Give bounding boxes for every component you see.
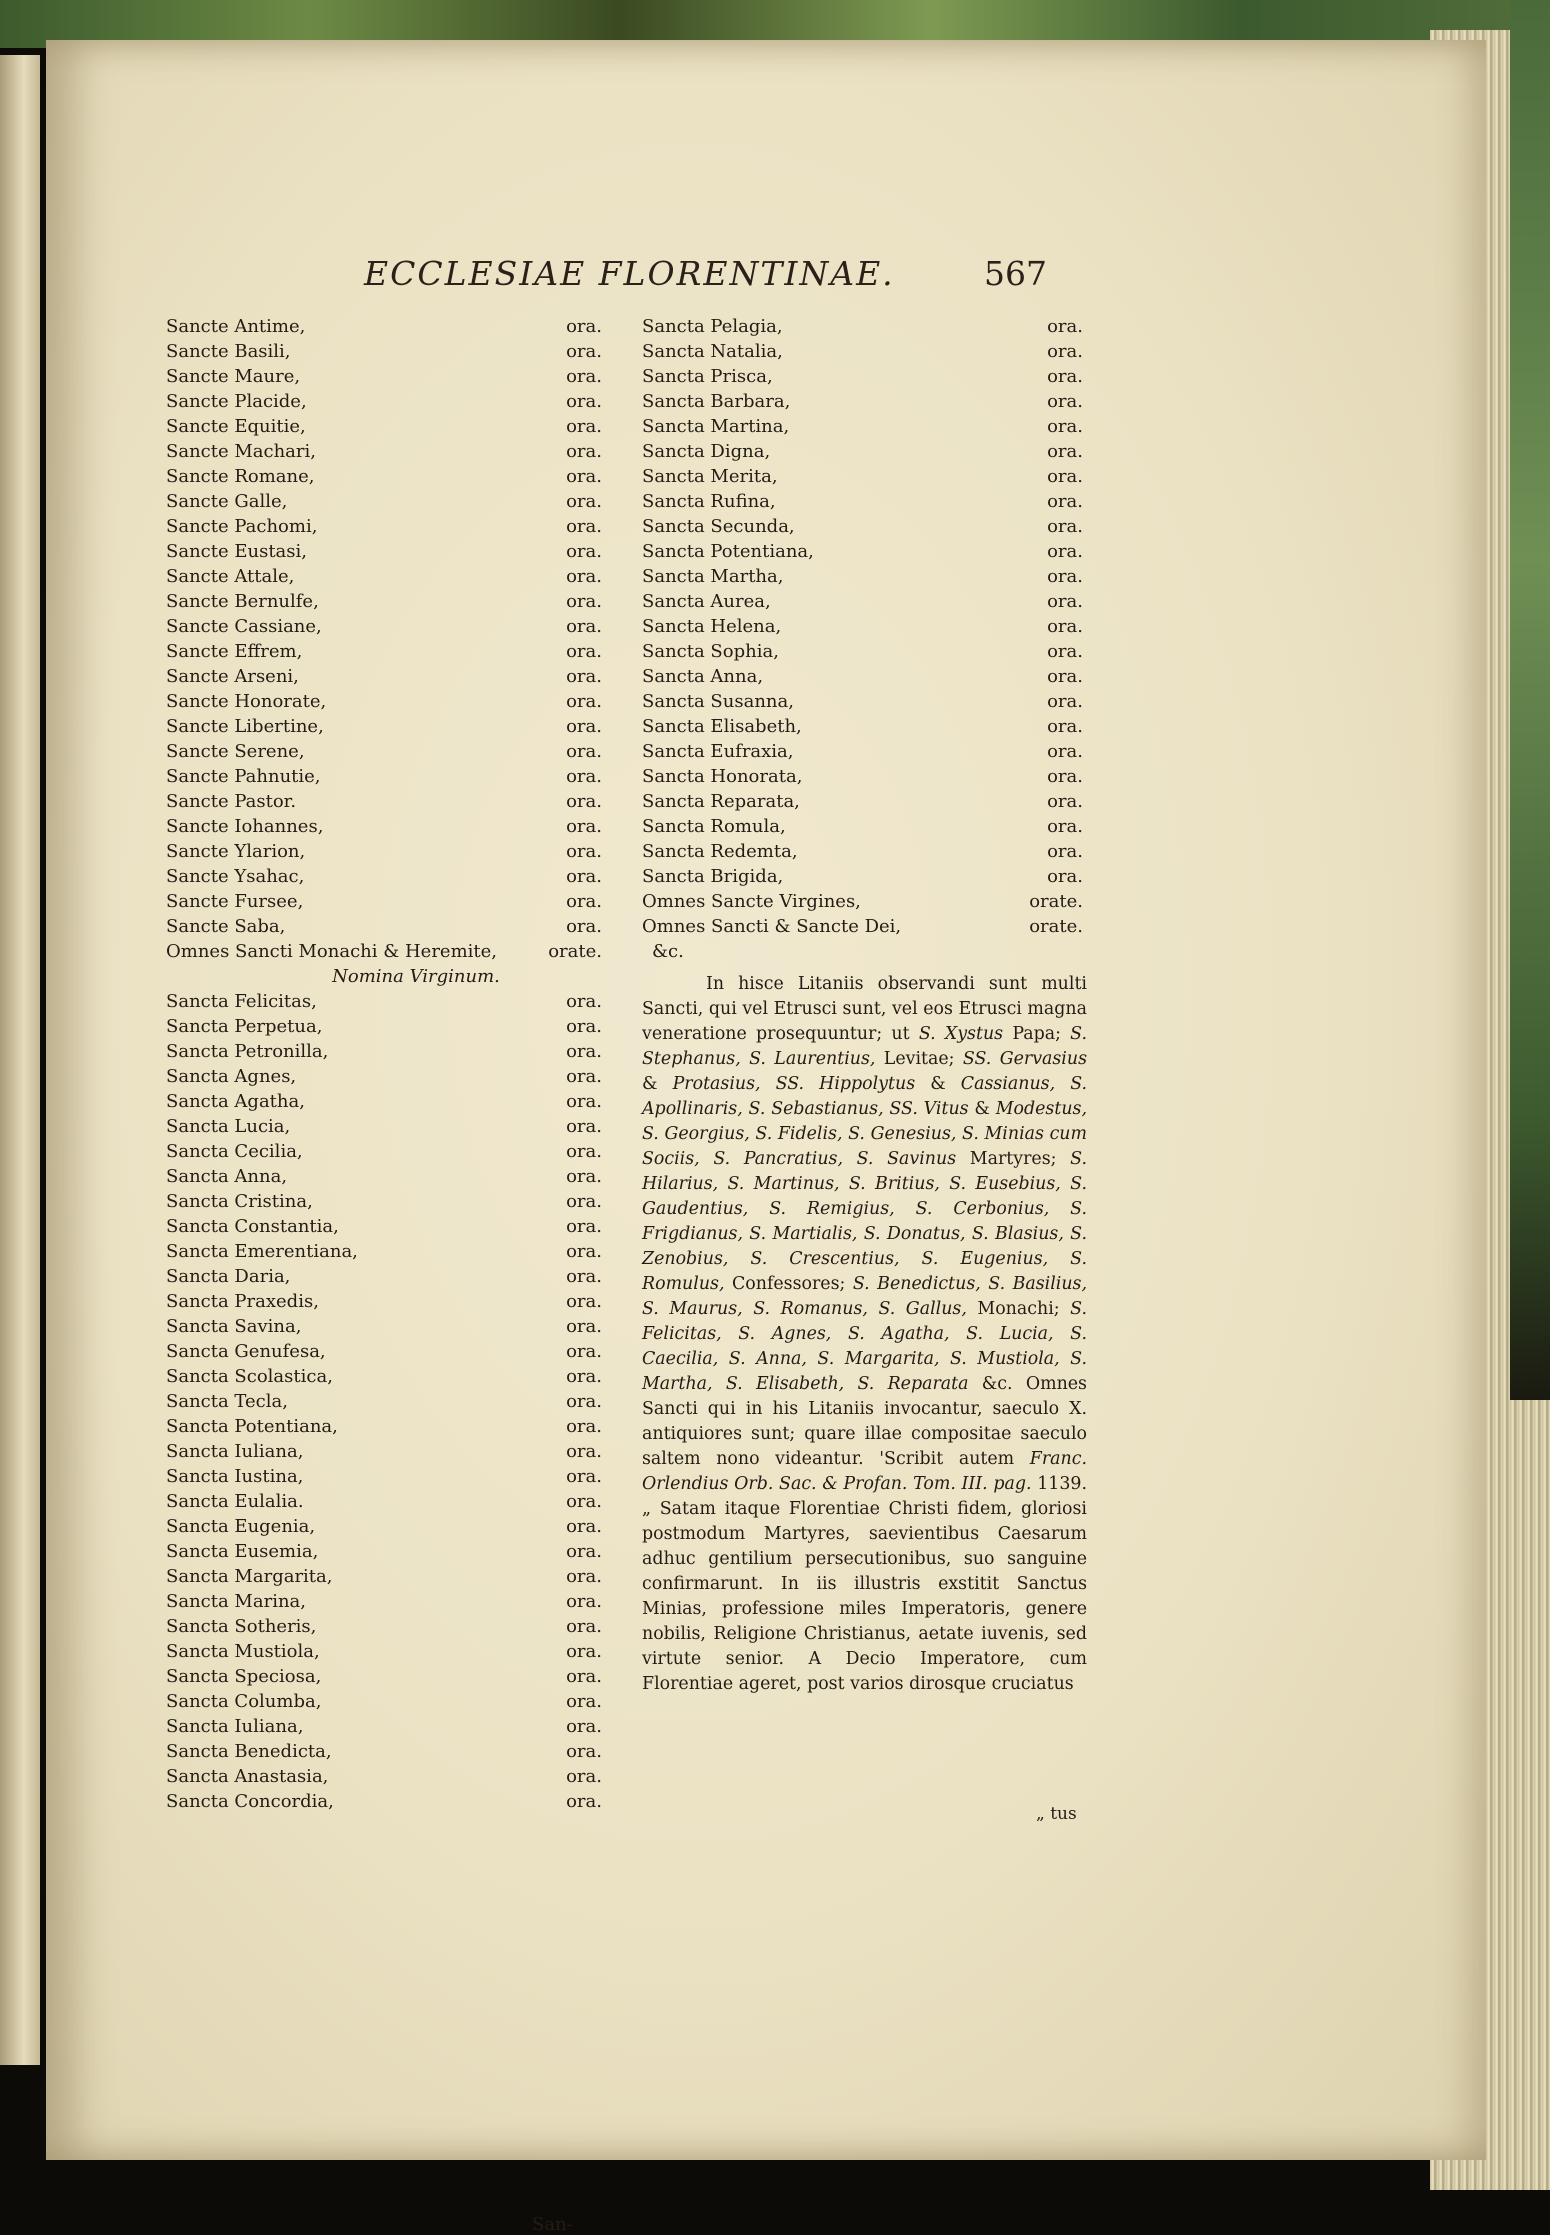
saint-names: Modestus, S. Georgius, S. Fidelis, S. Genesius, S. Minias cum Sociis, S. Pancratius, S. Savinus xyxy=(642,1099,1088,1169)
response: ora. xyxy=(566,591,602,612)
saint-invocation: Sancta Daria, xyxy=(166,1266,291,1287)
saint-invocation: Sancta Merita, xyxy=(642,466,778,487)
litany-row xyxy=(166,664,606,689)
response: orate. xyxy=(1029,916,1083,937)
saint-invocation: Sancta Savina, xyxy=(166,1316,302,1337)
saint-invocation: Sancta Tecla, xyxy=(166,1391,288,1412)
response: ora. xyxy=(566,1491,602,1512)
litany-row xyxy=(166,1214,606,1239)
response: ora. xyxy=(566,1291,602,1312)
litany-row xyxy=(166,639,606,664)
right-column xyxy=(642,314,1087,1697)
saint-invocation: Sancta Agnes, xyxy=(166,1066,297,1087)
litany-row xyxy=(166,989,606,1014)
response: ora. xyxy=(566,866,602,887)
litany-row xyxy=(642,589,1087,614)
litany-row xyxy=(166,1464,606,1489)
response: ora. xyxy=(1047,691,1083,712)
response: ora. xyxy=(1047,566,1083,587)
response: ora. xyxy=(566,991,602,1012)
litany-row xyxy=(642,364,1087,389)
litany-row xyxy=(166,1514,606,1539)
response: ora. xyxy=(1047,466,1083,487)
response: ora. xyxy=(566,366,602,387)
response: ora. xyxy=(566,1391,602,1412)
litany-row xyxy=(166,1364,606,1389)
litany-row xyxy=(166,1064,606,1089)
response: ora. xyxy=(1047,666,1083,687)
litany-row xyxy=(642,689,1087,714)
litany-row xyxy=(166,489,606,514)
response: ora. xyxy=(566,1466,602,1487)
response: ora. xyxy=(1047,541,1083,562)
commentary-text: & xyxy=(642,1074,658,1094)
response: ora. xyxy=(566,1441,602,1462)
response: ora. xyxy=(566,1741,602,1762)
saint-invocation: Sancta Natalia, xyxy=(642,341,783,362)
saint-invocation: Sancta Agatha, xyxy=(166,1091,305,1112)
catchword-right: „ tus xyxy=(1036,1804,1077,1824)
saint-invocation: Sancta Potentiana, xyxy=(166,1416,338,1437)
saint-invocation: Sancta Sotheris, xyxy=(166,1616,317,1637)
response: ora. xyxy=(566,716,602,737)
saint-names: S. Felicitas, S. Agnes, S. Agatha, S. Lucia, S. Caecilia, S. Anna, S. Margarita, S. Mustiola, S. Martha, S. Elisabeth, S. Reparata xyxy=(642,1299,1087,1394)
response: ora. xyxy=(566,1541,602,1562)
saint-invocation: Sancte Eustasi, xyxy=(166,541,307,562)
litany-row xyxy=(166,414,606,439)
commentary-text: Martyres; xyxy=(969,1149,1057,1169)
saint-invocation: Sancte Romane, xyxy=(166,466,315,487)
saint-invocation: Sancta Redemta, xyxy=(642,841,798,862)
commentary-text: Confessores; xyxy=(731,1274,846,1294)
saint-invocation: Sancta Martina, xyxy=(642,416,790,437)
saint-names: S. Xystus xyxy=(918,1024,1004,1044)
litany-row xyxy=(166,1539,606,1564)
response: ora. xyxy=(566,1016,602,1037)
saint-invocation: Sancte Saba, xyxy=(166,916,286,937)
commentary-text: Levitae; xyxy=(883,1049,955,1069)
litany-row xyxy=(166,1489,606,1514)
saint-invocation: Sancta Marina, xyxy=(166,1591,306,1612)
litany-row xyxy=(166,564,606,589)
litany-row xyxy=(166,464,606,489)
response: ora. xyxy=(566,1091,602,1112)
response: ora. xyxy=(566,1266,602,1287)
saint-invocation: Sancte Pahnutie, xyxy=(166,766,321,787)
response: ora. xyxy=(566,616,602,637)
saint-invocation: Sancte Placide, xyxy=(166,391,307,412)
litany-row xyxy=(642,664,1087,689)
saint-invocation: Sancta Constantia, xyxy=(166,1216,339,1237)
saint-invocation: Sancte Machari, xyxy=(166,441,316,462)
saint-invocation: Sancta Helena, xyxy=(642,616,782,637)
saint-invocation: Sancta Anna, xyxy=(166,1166,288,1187)
response: ora. xyxy=(1047,441,1083,462)
litany-row xyxy=(642,764,1087,789)
litany-row xyxy=(166,1139,606,1164)
litany-row xyxy=(166,1589,606,1614)
saint-invocation: Sancta Speciosa, xyxy=(166,1666,322,1687)
saint-invocation: Sancte Fursee, xyxy=(166,891,304,912)
saint-invocation: Sancta Elisabeth, xyxy=(642,716,802,737)
response: ora. xyxy=(566,1591,602,1612)
response: ora. xyxy=(1047,791,1083,812)
response: ora. xyxy=(566,1166,602,1187)
litany-row xyxy=(642,464,1087,489)
litany-list-monks xyxy=(166,314,606,964)
saint-invocation: Sancte Attale, xyxy=(166,566,295,587)
response: ora. xyxy=(566,841,602,862)
litany-row xyxy=(166,689,606,714)
saint-invocation: Sancte Galle, xyxy=(166,491,288,512)
litany-row xyxy=(642,439,1087,464)
litany-row xyxy=(642,514,1087,539)
commentary-text: 1139. „ Satam itaque Florentiae Christi fidem, gloriosi postmodum Martyres, saevientibus Caesarum adhuc gentilium persecutionibus, suo sanguine confirmarunt. In iis illustris exstitit Sanctus Minias, professione miles Imperatoris, genere nobilis, Religione Christianus, aetate iuvenis, sed virtute senior. A Decio Imperatore, cum Florentiae ageret, post varios dirosque cruciatus xyxy=(642,1474,1088,1694)
saint-invocation: Sancte Arseni, xyxy=(166,666,299,687)
response: ora. xyxy=(566,1716,602,1737)
litany-row xyxy=(166,1039,606,1064)
litany-row xyxy=(166,614,606,639)
litany-row xyxy=(166,1689,606,1714)
response: ora. xyxy=(566,1566,602,1587)
saint-invocation: Omnes Sancti Monachi & Heremite, xyxy=(166,941,498,962)
saint-invocation: Sancte Antime, xyxy=(166,316,306,337)
litany-row xyxy=(166,439,606,464)
saint-invocation: Sancta Potentiana, xyxy=(642,541,814,562)
litany-row xyxy=(166,839,606,864)
saint-invocation: Sancte Cassiane, xyxy=(166,616,322,637)
saint-invocation: Omnes Sancti & Sancte Dei, xyxy=(642,916,902,937)
response: ora. xyxy=(566,1241,602,1262)
response: ora. xyxy=(1047,766,1083,787)
response: ora. xyxy=(566,391,602,412)
litany-row xyxy=(166,1164,606,1189)
response: ora. xyxy=(1047,491,1083,512)
response: ora. xyxy=(566,1691,602,1712)
commentary-text: In hisce Litaniis observandi sunt multi Sancti, qui vel Etrusci sunt, vel eos Etrusci magna veneratione prosequuntur; ut xyxy=(642,974,1087,1044)
saint-invocation: Sancta Lucia, xyxy=(166,1116,291,1137)
saint-invocation: Sancte Pastor. xyxy=(166,791,297,812)
verso-page-strip xyxy=(0,55,40,2065)
response: ora. xyxy=(1047,716,1083,737)
left-column xyxy=(166,314,606,1814)
saint-invocation: Sancte Iohannes, xyxy=(166,816,324,837)
response: ora. xyxy=(1047,841,1083,862)
saint-invocation: Omnes Sancte Virgines, xyxy=(642,891,861,912)
saint-names: Cassianus, S. Apollinaris, S. Sebastianus, SS. Vitus xyxy=(642,1074,1088,1119)
response: ora. xyxy=(1047,816,1083,837)
saint-invocation: Sancta Concordia, xyxy=(166,1791,334,1812)
litany-row xyxy=(642,889,1087,914)
litany-row xyxy=(642,739,1087,764)
litany-row xyxy=(642,614,1087,639)
response: ora. xyxy=(566,916,602,937)
response: ora. xyxy=(566,1791,602,1812)
litany-row xyxy=(166,939,606,964)
response: ora. xyxy=(566,891,602,912)
litany-row xyxy=(166,1314,606,1339)
saint-names: Protasius, SS. Hippolytus xyxy=(672,1074,916,1094)
litany-row xyxy=(642,539,1087,564)
saint-invocation: Sancta Martha, xyxy=(642,566,784,587)
marbled-cover-edge xyxy=(1510,0,1550,1400)
litany-row xyxy=(166,1114,606,1139)
litany-row xyxy=(166,1664,606,1689)
litany-row xyxy=(166,1714,606,1739)
saint-invocation: Sancta Eulalia. xyxy=(166,1491,304,1512)
saint-invocation: Sancta Eugenia, xyxy=(166,1516,316,1537)
page-number: 567 xyxy=(984,254,1047,293)
litany-row xyxy=(166,1089,606,1114)
saint-invocation: Sancta Secunda, xyxy=(642,516,795,537)
litany-row xyxy=(166,1239,606,1264)
response: ora. xyxy=(1047,866,1083,887)
litany-row xyxy=(166,314,606,339)
litany-row xyxy=(642,339,1087,364)
litany-row xyxy=(166,739,606,764)
litany-row xyxy=(166,1739,606,1764)
commentary xyxy=(642,972,1087,1697)
litany-row xyxy=(166,1014,606,1039)
litany-row xyxy=(166,1189,606,1214)
response: ora. xyxy=(566,1191,602,1212)
saint-invocation: Sancta Perpetua, xyxy=(166,1016,323,1037)
saint-invocation: Sancta Petronilla, xyxy=(166,1041,329,1062)
response: ora. xyxy=(566,1416,602,1437)
commentary-text: & xyxy=(974,1099,990,1119)
saint-invocation: Sancta Columba, xyxy=(166,1691,322,1712)
response: orate. xyxy=(548,941,602,962)
etc-line: &c. xyxy=(652,941,684,962)
litany-row xyxy=(166,1614,606,1639)
response: ora. xyxy=(566,1666,602,1687)
saint-invocation: Sancta Eufraxia, xyxy=(642,741,794,762)
response: ora. xyxy=(1047,416,1083,437)
saint-invocation: Sancta Eusemia, xyxy=(166,1541,319,1562)
response: ora. xyxy=(1047,341,1083,362)
litany-row xyxy=(642,839,1087,864)
response: ora. xyxy=(566,1641,602,1662)
saint-invocation: Sancte Bernulfe, xyxy=(166,591,319,612)
saint-invocation: Sancta Genufesa, xyxy=(166,1341,326,1362)
response: ora. xyxy=(566,1616,602,1637)
saint-invocation: Sancta Anastasia, xyxy=(166,1766,329,1787)
response: ora. xyxy=(566,1216,602,1237)
saint-invocation: Sancte Serene, xyxy=(166,741,305,762)
saint-invocation: Sancta Barbara, xyxy=(642,391,791,412)
saint-invocation: Sancta Cristina, xyxy=(166,1191,313,1212)
response: ora. xyxy=(1047,741,1083,762)
litany-row xyxy=(642,864,1087,889)
saint-invocation: Sancta Iustina, xyxy=(166,1466,304,1487)
litany-row xyxy=(166,1264,606,1289)
saint-invocation: Sancta Brigida, xyxy=(642,866,784,887)
saint-invocation: Sancta Rufina, xyxy=(642,491,776,512)
saint-invocation: Sancta Scolastica, xyxy=(166,1366,333,1387)
response: ora. xyxy=(566,416,602,437)
response: ora. xyxy=(566,1516,602,1537)
response: ora. xyxy=(566,641,602,662)
response: ora. xyxy=(566,541,602,562)
litany-row xyxy=(166,889,606,914)
saint-invocation: Sancta Reparata, xyxy=(642,791,800,812)
saint-invocation: Sancta Sophia, xyxy=(642,641,779,662)
commentary-text: Monachi; xyxy=(977,1299,1060,1319)
saint-names: S. Benedictus, S. Basilius, S. Maurus, S. Romanus, S. Gallus, xyxy=(642,1274,1088,1319)
running-title: ECCLESIAE FLORENTINAE. xyxy=(364,254,895,293)
litany-row xyxy=(642,314,1087,339)
litany-row xyxy=(166,1439,606,1464)
litany-row xyxy=(642,714,1087,739)
saint-invocation: Sancta Anna, xyxy=(642,666,764,687)
saint-invocation: Sancte Ysahac, xyxy=(166,866,305,887)
litany-row xyxy=(642,639,1087,664)
response: ora. xyxy=(566,1341,602,1362)
litany-row xyxy=(166,764,606,789)
saint-invocation: Sancta Digna, xyxy=(642,441,771,462)
response: ora. xyxy=(566,491,602,512)
litany-row xyxy=(166,814,606,839)
saint-names: SS. Gervasius xyxy=(962,1049,1087,1069)
litany-row xyxy=(642,789,1087,814)
response: ora. xyxy=(566,1041,602,1062)
litany-row xyxy=(166,364,606,389)
commentary-text: & xyxy=(930,1074,946,1094)
litany-row xyxy=(166,1564,606,1589)
saint-invocation: Sancta Margarita, xyxy=(166,1566,333,1587)
saint-invocation: Sancte Ylarion, xyxy=(166,841,306,862)
saint-invocation: Sancta Cecilia, xyxy=(166,1141,303,1162)
response: ora. xyxy=(566,1366,602,1387)
response: ora. xyxy=(566,1316,602,1337)
saint-invocation: Sancta Honorata, xyxy=(642,766,803,787)
response: ora. xyxy=(566,341,602,362)
response: ora. xyxy=(1047,391,1083,412)
saint-invocation: Sancta Prisca, xyxy=(642,366,773,387)
response: ora. xyxy=(566,316,602,337)
litany-row xyxy=(166,1764,606,1789)
litany-row xyxy=(166,589,606,614)
section-heading-virgins: Nomina Virginum. xyxy=(332,966,500,987)
saint-names: S. Stephanus, S. Laurentius, xyxy=(642,1024,1087,1069)
response: ora. xyxy=(566,741,602,762)
saint-invocation: Sancte Basili, xyxy=(166,341,291,362)
saint-invocation: Sancta Aurea, xyxy=(642,591,771,612)
litany-row xyxy=(166,789,606,814)
litany-row xyxy=(166,389,606,414)
litany-row xyxy=(166,1339,606,1364)
catchword-left: San- xyxy=(532,2214,573,2235)
response: ora. xyxy=(1047,366,1083,387)
commentary-paragraph xyxy=(642,972,1087,1697)
litany-row xyxy=(166,1639,606,1664)
litany-row xyxy=(166,1389,606,1414)
commentary-text: &c. Omnes Sancti qui in his Litaniis invocantur, saeculo X. antiquiores sunt; quare illae compositae saeculo saltem nono videantur. 'Scribit autem xyxy=(642,1374,1087,1469)
saint-invocation: Sancte Libertine, xyxy=(166,716,324,737)
litany-row xyxy=(166,539,606,564)
litany-row xyxy=(642,489,1087,514)
page-header xyxy=(364,254,1064,298)
litany-row xyxy=(166,1414,606,1439)
saint-invocation: Sancta Iuliana, xyxy=(166,1441,304,1462)
saint-invocation: Sancta Romula, xyxy=(642,816,786,837)
response: ora. xyxy=(1047,591,1083,612)
litany-row xyxy=(166,714,606,739)
litany-row xyxy=(166,339,606,364)
litany-row xyxy=(642,564,1087,589)
litany-list-virgins xyxy=(166,989,606,1814)
saint-invocation: Sancta Praxedis, xyxy=(166,1291,319,1312)
saint-invocation: Sancte Effrem, xyxy=(166,641,303,662)
saint-invocation: Sancta Felicitas, xyxy=(166,991,317,1012)
response: ora. xyxy=(1047,516,1083,537)
response: ora. xyxy=(566,691,602,712)
saint-invocation: Sancta Benedicta, xyxy=(166,1741,332,1762)
commentary-text: Papa; xyxy=(1012,1024,1061,1044)
response: ora. xyxy=(566,791,602,812)
response: ora. xyxy=(566,1066,602,1087)
litany-row xyxy=(166,1289,606,1314)
response: ora. xyxy=(566,816,602,837)
litany-list-virgins-continued xyxy=(642,314,1087,939)
litany-row xyxy=(642,389,1087,414)
saint-invocation: Sancta Iuliana, xyxy=(166,1716,304,1737)
response: ora. xyxy=(566,666,602,687)
litany-row xyxy=(166,1789,606,1814)
response: ora. xyxy=(566,516,602,537)
response: ora. xyxy=(1047,316,1083,337)
citation: Franc. Orlendius Orb. Sac. & Profan. Tom. III. pag. xyxy=(642,1449,1087,1494)
saint-invocation: Sancte Equitie, xyxy=(166,416,306,437)
litany-row xyxy=(642,414,1087,439)
litany-row xyxy=(642,914,1087,939)
litany-row xyxy=(166,914,606,939)
saint-invocation: Sancte Maure, xyxy=(166,366,301,387)
response: ora. xyxy=(566,766,602,787)
response: ora. xyxy=(566,1141,602,1162)
litany-row xyxy=(166,864,606,889)
response: ora. xyxy=(566,441,602,462)
saint-names: S. Hilarius, S. Martinus, S. Britius, S. Eusebius, S. Gaudentius, S. Remigius, S. Cerbonius, S. Frigdianus, S. Martialis, S. Donatus, S. Blasius, S. Zenobius, S. Crescentius, S. Eugenius, S. Romulus, xyxy=(642,1149,1087,1294)
response: ora. xyxy=(566,1766,602,1787)
saint-invocation: Sancte Pachomi, xyxy=(166,516,318,537)
saint-invocation: Sancta Pelagia, xyxy=(642,316,783,337)
litany-row xyxy=(166,514,606,539)
response: ora. xyxy=(566,566,602,587)
response: ora. xyxy=(566,466,602,487)
response: ora. xyxy=(566,1116,602,1137)
saint-invocation: Sancta Emerentiana, xyxy=(166,1241,358,1262)
saint-invocation: Sancta Susanna, xyxy=(642,691,794,712)
response: orate. xyxy=(1029,891,1083,912)
saint-invocation: Sancte Honorate, xyxy=(166,691,327,712)
litany-row xyxy=(642,814,1087,839)
saint-invocation: Sancta Mustiola, xyxy=(166,1641,320,1662)
response: ora. xyxy=(1047,641,1083,662)
response: ora. xyxy=(1047,616,1083,637)
